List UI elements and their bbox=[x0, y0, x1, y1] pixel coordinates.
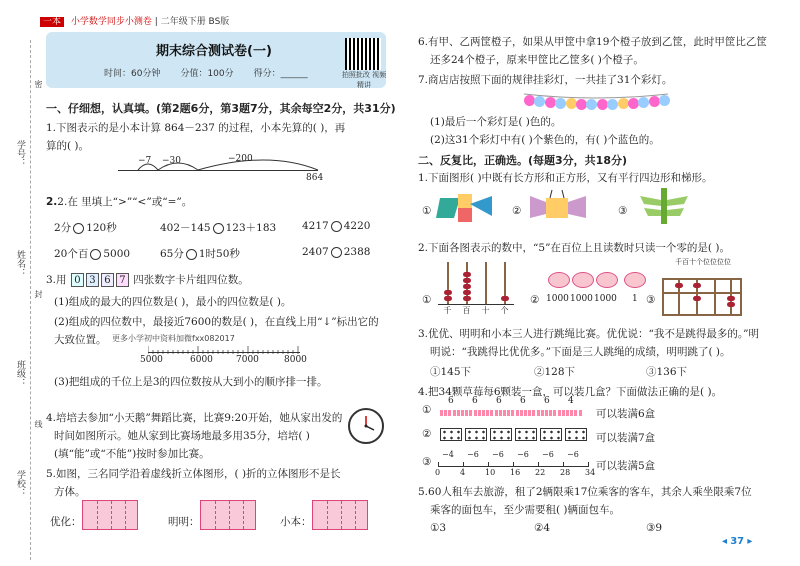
cmp-left: 4217 bbox=[302, 220, 329, 232]
s5-opt-3[interactable]: ③9 bbox=[646, 522, 663, 534]
coin-value: 1 bbox=[632, 294, 638, 304]
place-label: 千 bbox=[443, 306, 452, 315]
name-label: 姓名： bbox=[15, 250, 25, 277]
fold-label: 优化： bbox=[50, 516, 82, 528]
s4-tick bbox=[563, 462, 564, 467]
s4-row1-result: 可以装满6盒 bbox=[596, 408, 656, 420]
s4-row1-num: 6 bbox=[544, 396, 550, 406]
scale-label: 5000 bbox=[140, 355, 163, 365]
place-label: 个 bbox=[500, 306, 509, 315]
s4-row1-num: 6 bbox=[520, 396, 526, 406]
page-number-value: 37 bbox=[730, 536, 745, 547]
cmp-4 bbox=[54, 246, 130, 261]
strawberry-mark bbox=[461, 410, 464, 416]
light-bulb bbox=[659, 95, 670, 106]
s4-row1-num: 6 bbox=[496, 396, 502, 406]
place-label: 十 bbox=[481, 306, 490, 315]
s4-opt[interactable]: ③ bbox=[422, 456, 432, 468]
score-total: 分值：100分 bbox=[180, 69, 234, 79]
q3-text2: 四张数字卡片组四位数。 bbox=[133, 274, 249, 286]
score-got: 得分：______ bbox=[253, 69, 308, 79]
s4-tick-label: 22 bbox=[535, 468, 546, 477]
s5-opt-2[interactable]: ②4 bbox=[534, 522, 551, 534]
strawberry-mark bbox=[558, 410, 561, 416]
s3-opt-1[interactable]: ①145下 bbox=[430, 366, 472, 378]
strawberry-mark bbox=[566, 410, 569, 416]
light-bulb bbox=[607, 99, 618, 110]
cmp-circle[interactable] bbox=[331, 247, 342, 258]
strawberry-mark bbox=[549, 410, 552, 416]
strawberry-mark bbox=[528, 410, 531, 416]
section1-title: 一、仔细想，认真填。(第2题6分，第3题7分，其余每空2分，共31分) bbox=[46, 102, 396, 115]
q1-start: 864 bbox=[306, 173, 324, 183]
next-arrow-icon[interactable]: ▸ bbox=[747, 536, 753, 547]
strawberry-mark bbox=[440, 410, 443, 416]
q2-stem: 2.2.在 里填上“>”“<”或“=”。 bbox=[46, 196, 193, 208]
strawberry-mark bbox=[537, 410, 540, 416]
seal-mark: 线 bbox=[34, 420, 43, 428]
coin-value: 1000 bbox=[570, 294, 593, 304]
test-title: 期末综合测试卷(一) bbox=[156, 44, 272, 59]
strawberry-mark bbox=[482, 410, 485, 416]
s4-tick-label: 10 bbox=[485, 468, 496, 477]
s1-stem: 1.下面图形( )中既有长方形和正方形，又有平行四边形和梯形。 bbox=[418, 172, 713, 184]
book-header: 一本 小学数学同步小测卷 | 二年级下册 BS版 bbox=[40, 14, 229, 27]
strawberry-mark bbox=[520, 410, 523, 416]
s4-stem: 4.把34颗草莓每6颗装一盒，可以装几盒？下面做法正确的是( )。 bbox=[418, 386, 723, 398]
cmp-circle[interactable] bbox=[331, 221, 342, 232]
strawberry-mark bbox=[503, 410, 506, 416]
cmp-right: 120秒 bbox=[86, 222, 117, 234]
strawberry-mark bbox=[453, 410, 456, 416]
school-label: 学校： bbox=[15, 470, 25, 497]
scale-label: 8000 bbox=[284, 355, 307, 365]
strawberry-mark bbox=[448, 410, 451, 416]
strawberry-mark bbox=[511, 410, 514, 416]
strawberry-mark bbox=[516, 410, 519, 416]
digit-card: 0 bbox=[71, 273, 84, 287]
light-bulb bbox=[618, 98, 629, 109]
strawberry-mark bbox=[507, 410, 510, 416]
q6-line2: 还多24个橙子，原来甲筐比乙筐多( )个橙子。 bbox=[430, 54, 644, 66]
cmp-3 bbox=[302, 220, 370, 232]
s4-row1-num: 6 bbox=[448, 396, 454, 406]
s4-tick bbox=[588, 462, 589, 467]
s4-tick bbox=[438, 462, 439, 467]
test-title-banner bbox=[46, 32, 386, 88]
q5-line2: 方体。 bbox=[54, 486, 86, 498]
digit-card: 6 bbox=[101, 273, 114, 287]
light-bulb bbox=[576, 99, 587, 110]
strawberry-mark bbox=[541, 410, 544, 416]
cmp-left: 65分 bbox=[160, 248, 184, 260]
s1-opt[interactable]: ② bbox=[512, 205, 522, 217]
digit-card: 3 bbox=[86, 273, 99, 287]
section2-title: 二、反复比，正确选。(每题3分，共18分) bbox=[418, 154, 628, 167]
light-bulb bbox=[638, 97, 649, 108]
s1-opt[interactable]: ③ bbox=[618, 205, 628, 217]
cmp-circle[interactable] bbox=[90, 249, 101, 260]
qr-code-icon[interactable] bbox=[345, 38, 381, 70]
watermark-text: 更多小学初中资料加微fxx082017 bbox=[112, 334, 235, 343]
light-bulb bbox=[628, 98, 639, 109]
q4-line3: (填“能”或“不能”)按时参加比赛。 bbox=[54, 448, 210, 460]
s4-tick bbox=[513, 462, 514, 467]
strawberry-mark bbox=[545, 410, 548, 416]
strawberry-box bbox=[440, 428, 462, 441]
prev-arrow-icon[interactable]: ◂ bbox=[722, 536, 728, 547]
cmp-left: 2分 bbox=[54, 222, 72, 234]
strawberry-mark bbox=[444, 410, 447, 416]
coin bbox=[572, 272, 594, 288]
strawberry-mark bbox=[490, 410, 493, 416]
strawberry-mark bbox=[579, 410, 582, 416]
q4-line1: 4.培培去参加“小天鹅”舞蹈比赛，比赛9:20开始，她从家出发的 bbox=[46, 412, 343, 424]
cmp-right: 2388 bbox=[343, 246, 371, 258]
s4-tick bbox=[538, 462, 539, 467]
strawberry-mark bbox=[562, 410, 565, 416]
student-id-label: 学号： bbox=[15, 140, 25, 167]
s5-opt-1[interactable]: ①3 bbox=[430, 522, 447, 534]
q4-line2: 时间如图所示。她从家到比赛场地最多用35分，培培( ) bbox=[54, 430, 310, 442]
brand-tag: 一本 bbox=[40, 17, 64, 27]
cmp-5 bbox=[160, 246, 240, 261]
s4-tick bbox=[488, 462, 489, 467]
strawberry-box bbox=[465, 428, 487, 441]
strawberry-mark bbox=[474, 410, 477, 416]
coin-value: 1000 bbox=[594, 294, 617, 304]
cmp-left: 402－145 bbox=[160, 222, 211, 234]
strawberry-mark bbox=[465, 410, 468, 416]
s2-opt[interactable]: ② bbox=[530, 294, 540, 306]
strawberry-mark bbox=[553, 410, 556, 416]
strawberry-box bbox=[515, 428, 537, 441]
light-bulb bbox=[555, 98, 566, 109]
scale-label: 6000 bbox=[190, 355, 213, 365]
s4-step-label: −6 bbox=[567, 450, 579, 459]
s4-tick-label: 4 bbox=[460, 468, 466, 477]
s4-tick-label: 0 bbox=[435, 468, 441, 477]
cmp-2 bbox=[160, 220, 276, 235]
s4-step-label: −6 bbox=[542, 450, 554, 459]
clock-icon bbox=[348, 408, 384, 444]
cmp-1 bbox=[54, 220, 117, 235]
s4-tick-label: 34 bbox=[585, 468, 596, 477]
strawberry-box bbox=[490, 428, 512, 441]
q7-1: (1)最后一个彩灯是( )色的。 bbox=[430, 116, 562, 128]
q3-2-line2: 大致位置。 bbox=[54, 334, 107, 346]
cmp-left: 20个百 bbox=[54, 248, 89, 260]
book-title: 小学数学同步小测卷 bbox=[70, 17, 152, 27]
s4-step-label: −4 bbox=[442, 450, 454, 459]
coin bbox=[548, 272, 570, 288]
light-bulb bbox=[534, 96, 545, 107]
light-bulb bbox=[566, 98, 577, 109]
s4-row1-num: 4 bbox=[568, 396, 574, 406]
s2-opt[interactable]: ① bbox=[422, 294, 432, 306]
s2-stem: 2.下面各图表示的数中，“5”在百位上且读数时只读一个零的是( )。 bbox=[418, 242, 730, 254]
q3-3: (3)把组成的千位上是3的四位数按从大到小的顺序排一排。 bbox=[54, 376, 328, 388]
s1-figure-1 bbox=[436, 190, 496, 226]
q3-2-line1: (2)组成的四位数中，最接近7600的数是( )，在直线上用“↓”标出它的 bbox=[54, 316, 379, 328]
strawberry-mark bbox=[495, 410, 498, 416]
strawberry-mark bbox=[457, 410, 460, 416]
light-bulb bbox=[649, 96, 660, 107]
light-bulb bbox=[524, 95, 535, 106]
s4-tick-label: 16 bbox=[510, 468, 521, 477]
test-meta bbox=[104, 66, 308, 79]
s3-line2: 明说：“我跳得比优优多。”下面是三人跳绳的成绩，明明跳了( )。 bbox=[430, 346, 731, 358]
time-limit: 时间：60分钟 bbox=[104, 69, 161, 79]
fold-label: 明明： bbox=[168, 516, 200, 528]
s1-figure-3 bbox=[634, 186, 694, 226]
abacus-place-labels: 千百十个位位位位 bbox=[675, 258, 731, 266]
s4-row3-result: 可以装满5盒 bbox=[596, 460, 656, 472]
cmp-6 bbox=[302, 246, 370, 258]
strawberry-mark bbox=[499, 410, 502, 416]
q3-scale-ticks bbox=[148, 346, 304, 354]
q1-step3: −200 bbox=[228, 154, 253, 164]
fold-label: 小本： bbox=[280, 516, 312, 528]
s3-opt-3[interactable]: ③136下 bbox=[646, 366, 688, 378]
coin-value: 1000 bbox=[546, 294, 569, 304]
q7-2: (2)这31个彩灯中有( )个紫色的，有( )个蓝色的。 bbox=[430, 134, 660, 146]
strawberry-box bbox=[565, 428, 587, 441]
s4-opt[interactable]: ② bbox=[422, 428, 432, 440]
digit-card: 7 bbox=[116, 273, 129, 287]
strawberry-box bbox=[540, 428, 562, 441]
s4-row1-num: 6 bbox=[472, 396, 478, 406]
cmp-right: 1时50秒 bbox=[198, 248, 240, 260]
s4-step-label: −6 bbox=[467, 450, 479, 459]
coin bbox=[596, 272, 618, 288]
light-bulb bbox=[545, 97, 556, 108]
s2-abacus bbox=[662, 278, 742, 316]
light-bulb bbox=[597, 99, 608, 110]
s5-line2: 乘客的面包车，至少需要租( )辆面包车。 bbox=[430, 504, 621, 516]
fold-net-xiaoben bbox=[312, 500, 368, 530]
q5-line1: 5.如图，三名同学沿着虚线折立体图形，( )折的立体图形不是长 bbox=[46, 468, 341, 480]
cmp-circle[interactable] bbox=[73, 223, 84, 234]
coin bbox=[624, 272, 646, 288]
strawberry-mark bbox=[574, 410, 577, 416]
place-label: 百 bbox=[462, 306, 471, 315]
s4-opt[interactable]: ① bbox=[422, 404, 432, 416]
scale-label: 7000 bbox=[236, 355, 259, 365]
s4-step-label: −6 bbox=[492, 450, 504, 459]
s3-opt-2[interactable]: ②128下 bbox=[534, 366, 576, 378]
q1-step1: −7 bbox=[138, 156, 152, 166]
fold-net-youhua bbox=[82, 500, 138, 530]
binding-line bbox=[30, 40, 31, 560]
q3-text: 3.用 bbox=[46, 274, 67, 286]
grade-edition: 二年级下册 BS版 bbox=[160, 17, 230, 27]
cmp-left: 2407 bbox=[302, 246, 329, 258]
strawberry-mark bbox=[524, 410, 527, 416]
s4-tick-label: 28 bbox=[560, 468, 571, 477]
s5-line1: 5.60人租车去旅游，租了2辆限乘17位乘客的客车，其余人乘坐限乘7位 bbox=[418, 486, 752, 498]
cmp-right: 4220 bbox=[343, 220, 371, 232]
seal-mark: 密 bbox=[34, 80, 43, 88]
cmp-circle[interactable] bbox=[186, 249, 197, 260]
strawberry-mark bbox=[486, 410, 489, 416]
s1-figure-2 bbox=[528, 188, 588, 226]
strawberry-mark bbox=[469, 410, 472, 416]
cmp-circle[interactable] bbox=[213, 223, 224, 234]
q1-step2: −30 bbox=[162, 156, 181, 166]
q3-1: (1)组成的最大的四位数是( )，最小的四位数是( )。 bbox=[54, 296, 292, 308]
q3-stem bbox=[46, 272, 249, 287]
s1-opt[interactable]: ① bbox=[422, 205, 432, 217]
q7-stem: 7.商店店按照下面的规律挂彩灯，一共挂了31个彩灯。 bbox=[418, 74, 673, 86]
q2-text: 2.在 里填上“>”“<”或“=”。 bbox=[57, 196, 193, 208]
q1-line2: 算的( )。 bbox=[46, 140, 90, 152]
cmp-right: 123＋183 bbox=[225, 222, 277, 234]
s4-step-label: −6 bbox=[517, 450, 529, 459]
cmp-right: 5000 bbox=[103, 248, 131, 260]
s4-row2-result: 可以装满7盒 bbox=[596, 432, 656, 444]
class-label: 班级： bbox=[15, 360, 25, 387]
page-number bbox=[722, 536, 752, 547]
s2-opt[interactable]: ③ bbox=[646, 294, 656, 306]
s2-abacus-sticks bbox=[438, 262, 514, 314]
strawberry-mark bbox=[478, 410, 481, 416]
rod bbox=[485, 262, 487, 304]
q1-line1: 1.下图表示的是小本计算 864－237 的过程，小本先算的( )，再 bbox=[46, 122, 346, 134]
strawberry-mark bbox=[570, 410, 573, 416]
s3-line1: 3.优优、明明和小本三人进行跳绳比赛。优优说：“我不是跳得最多的。”明 bbox=[418, 328, 760, 340]
qr-label: 拍照批改 视频精讲 bbox=[341, 71, 387, 89]
q6-line1: 6.有甲、乙两筐橙子，如果从甲筐中拿19个橙子放到乙筐，此时甲筐比乙筐 bbox=[418, 36, 767, 48]
fold-net-mingming bbox=[200, 500, 256, 530]
seal-mark: 封 bbox=[34, 290, 43, 298]
strawberry-mark bbox=[532, 410, 535, 416]
s4-tick bbox=[463, 462, 464, 467]
